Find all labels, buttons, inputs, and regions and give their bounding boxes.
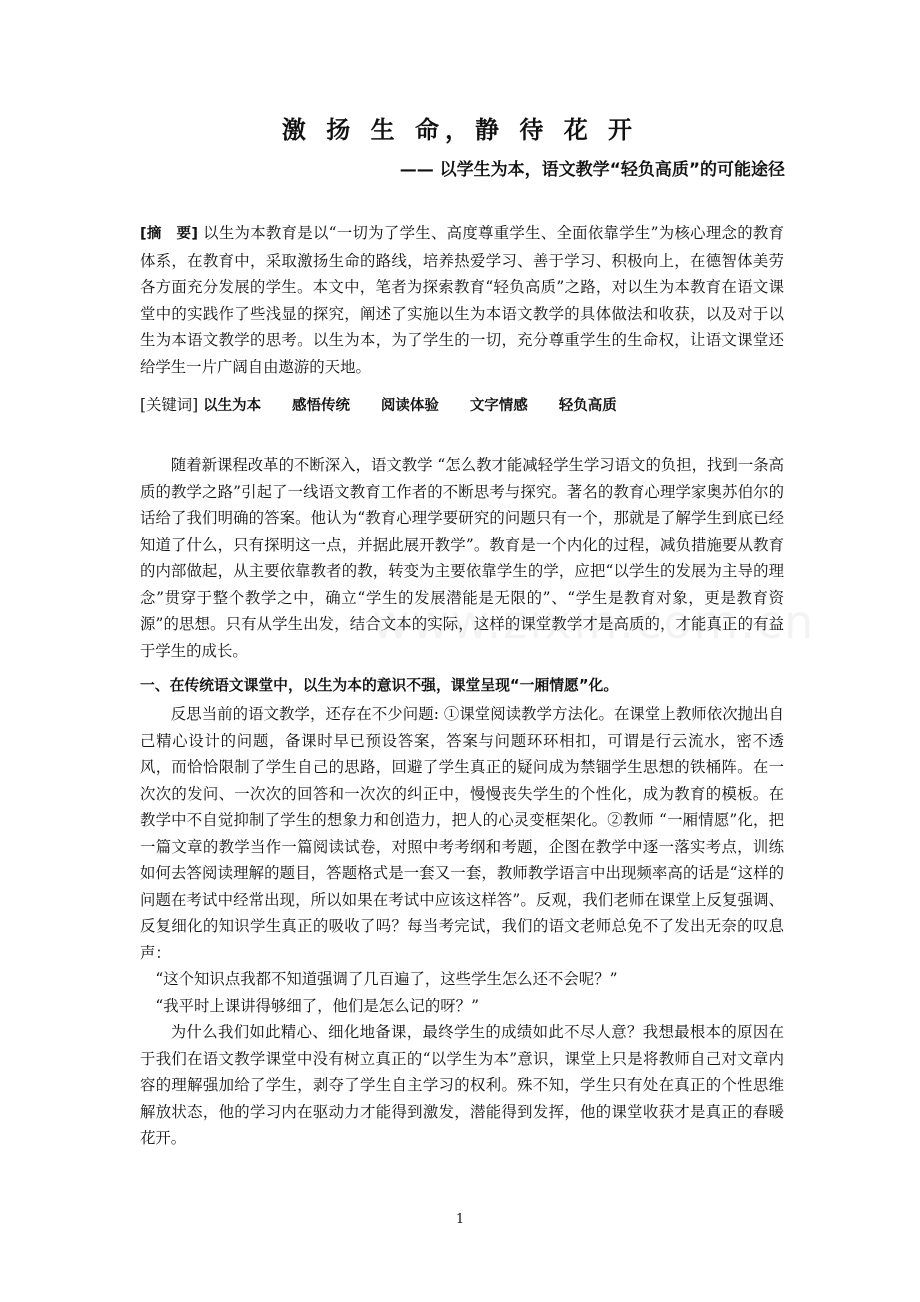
keyword-item: 以生为本 — [203, 398, 262, 414]
body-paragraph: 为什么我们如此精心、细化地备课，最终学生的成绩如此不尽人意？我想最根本的原因在于我们在语文教学课堂中没有树立真正的“以学生为本”意识，课堂上只是将教师自己对文章内容的理解强加给了学生，剥夺了学生自主学习的权利。殊不知，学生只有处在真正的个性思维解放状态，他的学习内在驱动力才能得到激发，潜能得到发挥，他的课堂收获才是真正的春暖花开。 — [140, 1023, 784, 1147]
body-paragraph: 反思当前的语文教学，还存在不少问题: ①课堂阅读教学方法化。在课堂上教师依次抛出自己精心设计的问题，备课时早已预设答案，答案与问题环环相扣，可谓是行云流水，密不透风，而恰恰限制了学生自己的思路，回避了学生真正的疑问成为禁锢学生思想的铁桶阵。在一次次的发问、一次次的回答和一次次的纠正中，慢慢丧失学生的个性化，成为教育的模板。在教学中不自觉抑制了学生的想象力和创造力，把人的心灵变框架化。②教师 “一厢情愿”化，把一篇文章的教学当作一篇阅读试卷，对照中考考纲和考题，企图在教学中逐一落实考点，训练如何去答阅读理解的题目，答题格式是一套又一套，教师教学语言中出现频率高的话是“这样的问题在考试中经常出现，所以如果在考试中应该这样答”。反观，我们老师在课堂上反复强调、反复细化的知识学生真正的吸收了吗？每当考完试，我们的语文老师总免不了发出无奈的叹息声： — [140, 705, 784, 962]
keywords — [140, 392, 784, 420]
keyword-item: 感悟传统 — [292, 398, 350, 414]
abstract-text: 以生为本教育是以“一切为了学生、高度尊重学生、全面依靠学生”为核心理念的教育体系，在教育中，采取激扬生命的路线，培养热爱学习、善于学习、积极向上，在德智体美劳各方面充分发展的学生。本文中，笔者为探索教育“轻负高质”之路，对以生为本教育在语文课堂中的实践作了些浅显的探究，阐述了实施以生为本语文教学的具体做法和收获，以及对于以生为本语文教学的思考。以生为本，为了学生的一切，充分尊重学生的生命权，让语文课堂还给学生一片广阔自由遨游的天地。 — [140, 224, 784, 376]
quote-line: “这个知识点我都不知道强调了几百遍了，这些学生怎么还不会呢？” — [155, 970, 618, 988]
intro-paragraph: 随着新课程改革的不断深入，语文教学 “怎么教才能减轻学生学习语文的负担，找到一条高质的教学之路”引起了一线语文教育工作者的不断思考与探究。著名的教育心理学家奥苏伯尔的话给了我们明确的答案。他认为“教育心理学要研究的问题只有一个，那就是了解学生到底已经知道了什么，只有探明这一点，并据此展开教学”。教育是一个内化的过程，减负措施要从教育的内部做起，从主要依靠教者的教，转变为主要依靠学生的学，应把“以学生的发展为主导的理念”贯穿于整个教学之中，确立“学生的发展潜能是无限的”、“学生是教育对象，更是教育资源”的思想。只有从学生出发，结合文本的实际，这样的课堂教学才是高质的，才能真正的有益于学生的成长。 — [140, 456, 784, 660]
section-heading: 一、在传统语文课堂中，以生为本的意识不强，课堂呈现“一厢情愿”化。 — [140, 677, 619, 694]
abstract — [140, 220, 784, 380]
keywords-label: [关键词] — [140, 396, 199, 414]
page-number: 1 — [455, 1212, 465, 1227]
abstract-label: [摘 要] — [140, 226, 198, 242]
keyword-item: 阅读体验 — [380, 398, 439, 414]
section-body — [140, 701, 784, 1152]
document-subtitle: —— 以学生为本，语文教学“轻负高质”的可能途径 — [399, 160, 785, 180]
keyword-item: 文字情感 — [469, 398, 528, 414]
intro-section — [140, 452, 784, 664]
document-title: 激 扬 生 命，静 待 花 开 — [281, 116, 639, 144]
quote-line: “我平时上课讲得够细了，他们是怎么记的呀？” — [155, 996, 479, 1015]
keyword-item: 轻负高质 — [558, 398, 617, 414]
